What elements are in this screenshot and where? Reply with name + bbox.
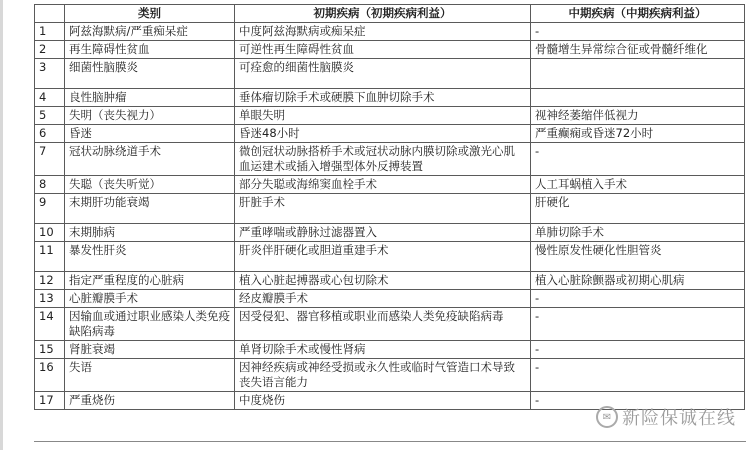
row-category: 良性脑肿瘤: [65, 89, 235, 107]
row-number: 15: [35, 341, 65, 359]
row-category: 肾脏衰竭: [65, 341, 235, 359]
row-mid-illness: -: [531, 290, 745, 308]
row-category: 末期肝功能衰竭: [65, 194, 235, 224]
row-early-illness: 微创冠状动脉搭桥手术或冠状动脉内膜切除或激光心肌血运建术或插入增强型体外反搏装置: [235, 143, 531, 176]
row-category: 昏迷: [65, 125, 235, 143]
row-mid-illness: -: [531, 341, 745, 359]
row-number: 5: [35, 107, 65, 125]
row-category: 阿兹海默病/严重痴呆症: [65, 23, 235, 41]
row-number: 4: [35, 89, 65, 107]
row-number: 17: [35, 392, 65, 410]
row-mid-illness: [531, 59, 745, 89]
row-number: 2: [35, 41, 65, 59]
row-category: 失语: [65, 359, 235, 392]
row-mid-illness: -: [531, 23, 745, 41]
row-number: 12: [35, 272, 65, 290]
row-mid-illness: 肝硬化: [531, 194, 745, 224]
disease-table: [34, 4, 745, 410]
row-number: 3: [35, 59, 65, 89]
table-row: [35, 272, 745, 290]
table-body: [35, 23, 745, 410]
row-early-illness: 中度烧伤: [235, 392, 531, 410]
page-left-edge: [0, 0, 3, 450]
table-row: [35, 242, 745, 272]
row-mid-illness: -: [531, 143, 745, 176]
row-category: 细菌性脑膜炎: [65, 59, 235, 89]
row-category: 冠状动脉绕道手术: [65, 143, 235, 176]
row-number: 9: [35, 194, 65, 224]
row-early-illness: 因受侵犯、器官移植或职业而感染人类免疫缺陷病毒: [235, 308, 531, 341]
table-row: [35, 143, 745, 176]
row-category: 失聪（丧失听觉）: [65, 176, 235, 194]
header-category: 类别: [65, 5, 235, 23]
row-mid-illness: 视神经萎缩伴低视力: [531, 107, 745, 125]
row-number: 6: [35, 125, 65, 143]
row-early-illness: 经皮瓣膜手术: [235, 290, 531, 308]
table-header-row: [35, 5, 745, 23]
row-category: 心脏瓣膜手术: [65, 290, 235, 308]
row-mid-illness: -: [531, 359, 745, 392]
header-mid-illness: 中期疾病（中期疾病利益）: [531, 5, 745, 23]
table-row: [35, 194, 745, 224]
wechat-icon: ✉: [596, 406, 618, 428]
row-early-illness: 垂体瘤切除手术或硬膜下血肿切除手术: [235, 89, 531, 107]
row-mid-illness: 骨髓增生异常综合征或骨髓纤维化: [531, 41, 745, 59]
header-early-illness: 初期疾病（初期疾病利益）: [235, 5, 531, 23]
row-early-illness: 单眼失明: [235, 107, 531, 125]
row-early-illness: 可逆性再生障碍性贫血: [235, 41, 531, 59]
row-early-illness: 肝炎伴肝硬化或胆道重建手术: [235, 242, 531, 272]
row-mid-illness: -: [531, 392, 745, 410]
row-number: 16: [35, 359, 65, 392]
row-early-illness: 严重哮喘或静脉过滤器置入: [235, 224, 531, 242]
row-early-illness: 肝脏手术: [235, 194, 531, 224]
row-number: 7: [35, 143, 65, 176]
row-category: 指定严重程度的心脏病: [65, 272, 235, 290]
row-early-illness: 中度阿兹海默病或痴呆症: [235, 23, 531, 41]
row-mid-illness: 植入心脏除颤器或初期心肌病: [531, 272, 745, 290]
row-category: 末期肺病: [65, 224, 235, 242]
watermark: [596, 404, 736, 430]
table-row: [35, 107, 745, 125]
row-mid-illness: 人工耳蜗植入手术: [531, 176, 745, 194]
row-category: 暴发性肝炎: [65, 242, 235, 272]
bottom-rule: [34, 441, 746, 442]
table-row: [35, 290, 745, 308]
table-row: [35, 359, 745, 392]
table-row: [35, 23, 745, 41]
watermark-text: 新险保诚在线: [622, 408, 736, 429]
row-mid-illness: [531, 89, 745, 107]
table-row: [35, 224, 745, 242]
row-category: 再生障碍性贫血: [65, 41, 235, 59]
row-mid-illness: -: [531, 308, 745, 341]
table-row: [35, 176, 745, 194]
table-row: [35, 125, 745, 143]
header-number: [35, 5, 65, 23]
table-row: [35, 341, 745, 359]
row-mid-illness: 严重癫痫或昏迷72小时: [531, 125, 745, 143]
row-number: 13: [35, 290, 65, 308]
row-early-illness: 植入心脏起搏器或心包切除术: [235, 272, 531, 290]
row-early-illness: 可痊愈的细菌性脑膜炎: [235, 59, 531, 89]
row-category: 失明（丧失视力）: [65, 107, 235, 125]
row-number: 14: [35, 308, 65, 341]
row-number: 10: [35, 224, 65, 242]
row-mid-illness: 慢性原发性硬化性胆管炎: [531, 242, 745, 272]
row-category: 严重烧伤: [65, 392, 235, 410]
table-row: [35, 41, 745, 59]
table-row: [35, 59, 745, 89]
row-early-illness: 部分失聪或海绵窦血栓手术: [235, 176, 531, 194]
row-early-illness: 因神经疾病或神经受损或永久性或临时气管造口术导致丧失语言能力: [235, 359, 531, 392]
row-number: 11: [35, 242, 65, 272]
row-number: 8: [35, 176, 65, 194]
table-row: [35, 89, 745, 107]
table-row: [35, 308, 745, 341]
row-number: 1: [35, 23, 65, 41]
row-early-illness: 单肾切除手术或慢性肾病: [235, 341, 531, 359]
row-early-illness: 昏迷48小时: [235, 125, 531, 143]
row-mid-illness: 单肺切除手术: [531, 224, 745, 242]
row-category: 因输血或通过职业感染人类免疫缺陷病毒: [65, 308, 235, 341]
